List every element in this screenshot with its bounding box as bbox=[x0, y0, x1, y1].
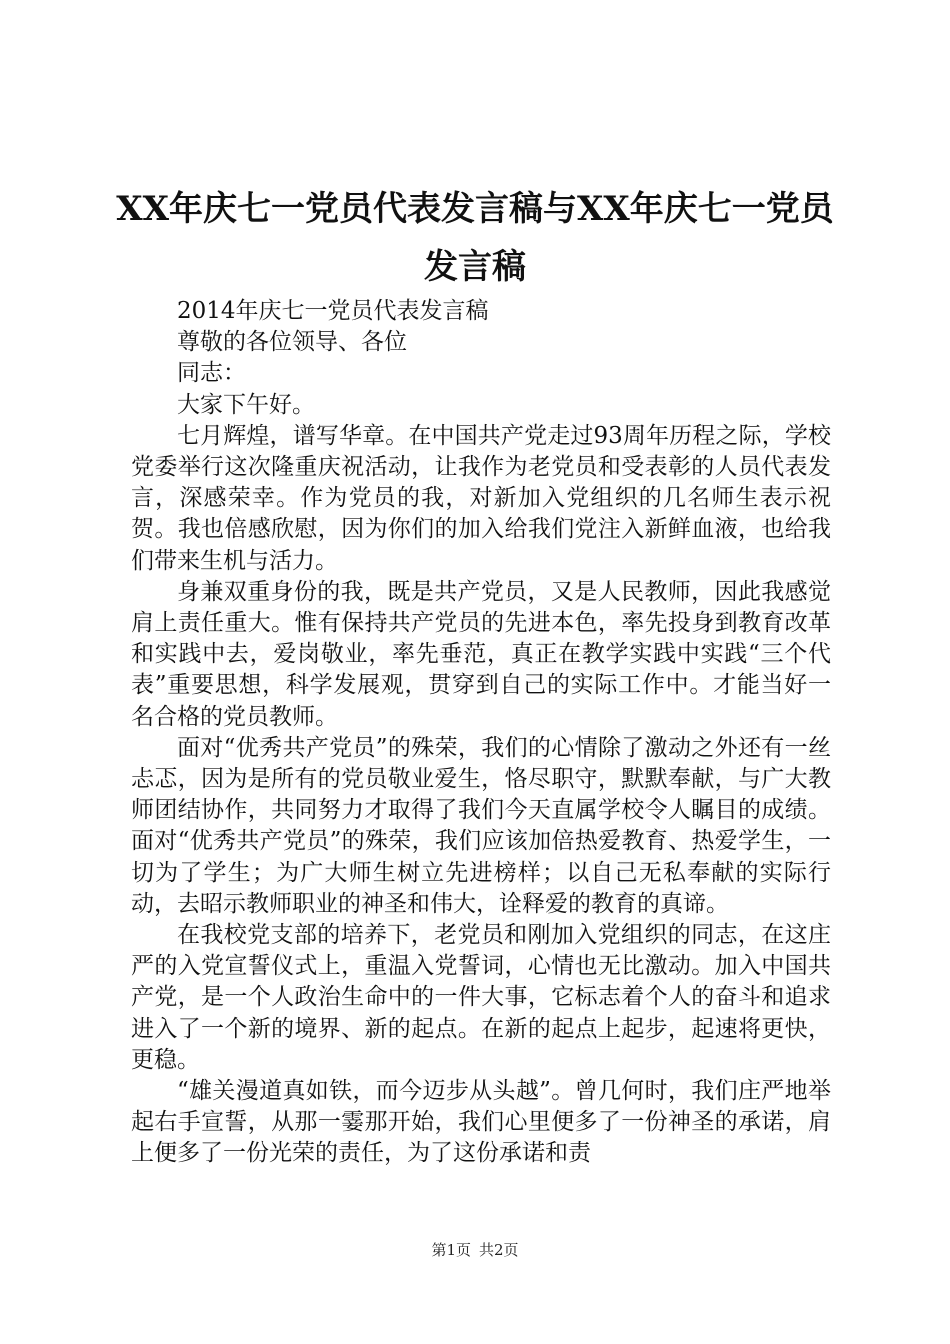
paragraph: 七月辉煌，谱写华章。在中国共产党走过93周年历程之际，学校党委举行这次隆重庆祝活动，让我作为老党员和受表彰的人员代表发言，深感荣幸。作为党员的我，对新加入党组织的几名师生表示祝贺。我也倍感欣慰，因为你们的加入给我们党注入新鲜血液，也给我们带来生机与活力。 bbox=[131, 422, 831, 574]
paragraph: 尊敬的各位领导、各位 bbox=[177, 329, 407, 356]
paragraph: 在我校党支部的培养下，老党员和刚加入党组织的同志，在这庄严的入党宣誓仪式上，重温入党誓词，心情也无比激动。加入中国共产党，是一个人政治生命中的一件大事，它标志着个人的奋斗和追求进入了一个新的境界、新的起点。在新的起点上起步，起速将更快，更稳。 bbox=[131, 922, 831, 1073]
document-body bbox=[131, 296, 831, 1170]
paragraph: 大家下午好。 bbox=[177, 391, 315, 418]
paragraph: “雄关漫道真如铁，而今迈步从头越”。曾几何时，我们庄严地举起右手宣誓，从那一霎那开始，我们心里便多了一份神圣的承诺，肩上便多了一份光荣的责任，为了这份承诺和责 bbox=[131, 1078, 831, 1167]
document-title: XX年庆七一党员代表发言稿与XX年庆七一党员发言稿 bbox=[116, 189, 834, 287]
paragraph: 面对“优秀共产党员”的殊荣，我们的心情除了激动之外还有一丝忐忑，因为是所有的党员敬业爱生，恪尽职守，默默奉献，与广大教师团结协作，共同努力才取得了我们今天直属学校令人瞩目的成绩。面对“优秀共产党员”的殊荣，我们应该加倍热爱教育、热爱学生，一切为了学生；为广大师生树立先进榜样；以自己无私奉献的实际行动，去昭示教师职业的神圣和伟大，诠释爱的教育的真谛。 bbox=[131, 734, 831, 917]
page-footer bbox=[0, 1240, 950, 1260]
paragraph: 2014年庆七一党员代表发言稿 bbox=[177, 298, 489, 324]
page-total: 共2页 bbox=[479, 1241, 519, 1259]
page-number: 第1页 bbox=[431, 1241, 471, 1259]
paragraph: 身兼双重身份的我，既是共产党员，又是人民教师，因此我感觉肩上责任重大。惟有保持共产党员的先进本色，率先投身到教育改革和实践中去，爱岗敬业，率先垂范，真正在教学实践中实践“三个代表”重要思想，科学发展观，贯穿到自己的实际工作中。才能当好一名合格的党员教师。 bbox=[131, 578, 831, 730]
paragraph: 同志： bbox=[177, 360, 246, 387]
